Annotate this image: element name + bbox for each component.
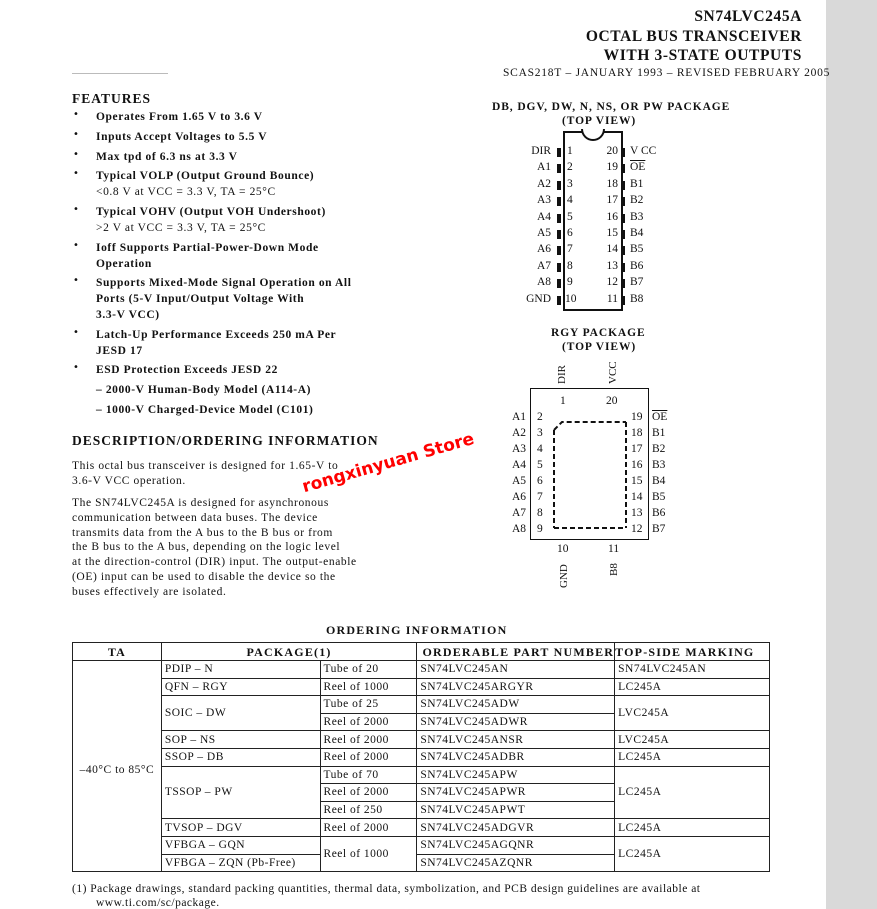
- package-cell: VFBGA – ZQN (Pb-Free): [161, 854, 320, 872]
- marking-cell: LC245A: [615, 748, 770, 766]
- quantity-cell: Reel of 1000: [320, 678, 417, 696]
- title-line-2: WITH 3-STATE OUTPUTS: [603, 47, 802, 64]
- rgy-pin-number: 18: [631, 427, 643, 439]
- feature-item: Latch-Up Performance Exceeds 250 mA Per: [96, 329, 337, 341]
- bullet-icon: •: [73, 327, 79, 338]
- rgy-pin-label-right: B7: [652, 523, 666, 535]
- column-header-package: PACKAGE(1): [161, 643, 417, 661]
- table-row: [73, 836, 770, 854]
- dip-pin-label-left: A4: [536, 210, 551, 223]
- rgy-pin-label-right: B4: [652, 475, 666, 487]
- rgy-pin-label-right: B2: [652, 443, 666, 455]
- description-line: (OE) input can be used to disable the device so the: [72, 570, 336, 583]
- part-number-cell: SN74LVC245AN: [417, 661, 615, 679]
- dip-pin-number: 13: [606, 259, 618, 272]
- part-number-cell: SN74LVC245APWT: [417, 801, 615, 819]
- document-reference: SCAS218T – JANUARY 1993 – REVISED FEBRUARY 2005: [503, 67, 831, 79]
- description-line: the B bus to the A bus, depending on the logic level: [72, 541, 341, 554]
- rgy-pin-number: 14: [631, 491, 643, 503]
- rgy-bottom-label-gnd: GND: [558, 564, 570, 588]
- table-row: [73, 731, 770, 749]
- package-cell: PDIP – N: [161, 661, 320, 679]
- dip-pin-number: 16: [606, 210, 618, 223]
- dip-pin-lead: [621, 164, 625, 173]
- marking-cell: LC245A: [615, 819, 770, 837]
- dip-pin-label-left: A5: [536, 227, 551, 239]
- dip-pin-number: 10: [565, 292, 577, 305]
- column-header-part-number: ORDERABLE PART NUMBER: [417, 643, 615, 661]
- rgy-top-label-vcc: VCC: [607, 361, 619, 384]
- dip-pin-label-left: A7: [536, 259, 551, 272]
- package-cell: TSSOP – PW: [161, 766, 320, 819]
- part-number-cell: SN74LVC245AGQNR: [417, 836, 615, 854]
- dip-pin-lead: [557, 263, 561, 272]
- feature-item: >2 V at VCC = 3.3 V, TA = 25°C: [96, 222, 266, 234]
- part-number-cell: SN74LVC245ADWR: [417, 713, 615, 731]
- rgy-pin-label-left: A4: [511, 459, 526, 471]
- feature-item: – 2000-V Human-Body Model (A114-A): [96, 384, 312, 396]
- scan-margin: [826, 0, 877, 909]
- dip-pin-label-left: A8: [536, 276, 551, 289]
- dip-pin-lead: [557, 181, 561, 190]
- rgy-pin-number: 4: [537, 443, 543, 455]
- rgy-pin-label-right: $\overline{OE}$: [652, 411, 668, 423]
- feature-item: Operation: [96, 258, 152, 270]
- rgy-pin-number: 16: [631, 459, 643, 471]
- part-number-cell: SN74LVC245ADW: [417, 696, 615, 714]
- feature-item: Supports Mixed-Mode Signal Operation on All: [96, 277, 352, 289]
- dip-pin-label-right: B3: [630, 210, 644, 223]
- title-line-1: OCTAL BUS TRANSCEIVER: [585, 28, 802, 45]
- dip-pin-number: 15: [606, 227, 618, 239]
- dip-pin-number: 7: [567, 243, 573, 256]
- table-row: [73, 696, 770, 714]
- rgy-pin-label-left: A7: [511, 507, 526, 519]
- rgy-pin-number: 17: [631, 443, 643, 455]
- store-watermark: rongxinyuan Store: [300, 428, 477, 498]
- package-cell: SOP – NS: [161, 731, 320, 749]
- quantity-cell: Reel of 1000: [320, 836, 417, 871]
- dip-pin-number: 6: [567, 227, 573, 239]
- dip-pin-number: 14: [606, 243, 618, 256]
- rgy-top-label-dir: DIR: [556, 365, 568, 384]
- feature-item: Inputs Accept Voltages to 5.5 V: [96, 131, 268, 143]
- dip-pin-label-left: A6: [536, 243, 551, 256]
- part-number-cell: SN74LVC245APWR: [417, 784, 615, 802]
- dip-pin-number: 17: [606, 194, 618, 207]
- dip-pin-lead: [621, 214, 625, 223]
- quantity-cell: Reel of 2000: [320, 713, 417, 731]
- rgy-pin-label-right: B5: [652, 491, 666, 503]
- marking-cell: LC245A: [615, 766, 770, 819]
- dip-pin-number: 20: [606, 145, 618, 157]
- marking-cell: LVC245A: [615, 696, 770, 731]
- description-paragraph-2: [72, 496, 357, 600]
- quantity-cell: Tube of 20: [320, 661, 417, 679]
- rgy-pin-label-left: A1: [511, 411, 526, 423]
- dip-pin-lead: [557, 164, 561, 173]
- bullet-icon: •: [73, 109, 79, 120]
- rgy-pin-label-left: A6: [511, 491, 526, 503]
- feature-item: 3.3-V VCC): [96, 309, 160, 321]
- rgy-pin-label-left: A8: [511, 523, 526, 535]
- description-line: This octal bus transceiver is designed for 1.65-V to: [72, 460, 339, 472]
- dip-pin-lead: [621, 279, 625, 288]
- feature-item: Typical VOHV (Output VOH Undershoot): [96, 206, 326, 218]
- dip-pin-number: 9: [567, 276, 573, 289]
- dip-pin-label-right: B7: [630, 276, 644, 289]
- table-row: [73, 661, 770, 679]
- marking-cell: LVC245A: [615, 731, 770, 749]
- dip-pin-label-left: A1: [536, 161, 551, 174]
- table-header-row: [73, 643, 770, 661]
- description-line: buses effectively are isolated.: [72, 585, 227, 598]
- dip-pin-lead: [557, 230, 561, 239]
- description-paragraph-1: [72, 459, 338, 489]
- part-number-cell: SN74LVC245ADBR: [417, 748, 615, 766]
- dip-pin-label-left: A2: [536, 177, 551, 190]
- dip-pin-lead: [557, 148, 561, 157]
- feature-item: JESD 17: [96, 345, 143, 357]
- dip-pin-number: 3: [567, 177, 573, 190]
- dip-package-title: DB, DGV, DW, N, NS, OR PW PACKAGE: [492, 101, 731, 113]
- feature-item: ESD Protection Exceeds JESD 22: [96, 364, 278, 376]
- rgy-pin-number: 9: [537, 523, 543, 535]
- footnote: (1) Package drawings, standard packing quantities, thermal data, symbolization, and PCB design guidelines are available at: [72, 883, 701, 895]
- quantity-cell: Tube of 70: [320, 766, 417, 784]
- dip-pin-lead: [557, 279, 561, 288]
- ordering-table: [72, 642, 770, 872]
- dip-pin-label-right: $\overline{OE}$: [630, 161, 646, 174]
- rgy-pin-number: 19: [631, 411, 643, 423]
- dip-pin-label-left: GND: [526, 292, 551, 305]
- dip-pin-number: 5: [567, 210, 573, 223]
- part-number-cell: SN74LVC245AZQNR: [417, 854, 615, 872]
- header-rule-fragment: [72, 73, 168, 74]
- rgy-pin-label-left: A2: [511, 427, 526, 439]
- quantity-cell: Reel of 2000: [320, 784, 417, 802]
- dip-pin-lead: [557, 296, 561, 305]
- description-line: transmits data from the A bus to the B bus or from: [72, 526, 333, 539]
- rgy-pin-label-right: B1: [652, 427, 666, 439]
- rgy-pin-label-right: B3: [652, 459, 666, 471]
- description-line: communication between data buses. The device: [72, 511, 318, 524]
- package-cell: VFBGA – GQN: [161, 836, 320, 854]
- table-row: [73, 766, 770, 784]
- rgy-pin-number: 5: [537, 459, 543, 471]
- dip-pin-number: 18: [606, 177, 618, 190]
- rgy-pin-label-left: A3: [511, 443, 526, 455]
- feature-item: Max tpd of 6.3 ns at 3.3 V: [96, 151, 238, 163]
- description-line: The SN74LVC245A is designed for asynchronous: [72, 497, 329, 509]
- dip-pin-label-right: B6: [630, 259, 644, 272]
- description-line: at the direction-control (DIR) input. The output-enable: [72, 556, 357, 569]
- feature-item: Typical VOLP (Output Ground Bounce): [96, 170, 315, 182]
- bullet-icon: •: [73, 240, 79, 251]
- part-number-cell: SN74LVC245ANSR: [417, 731, 615, 749]
- feature-item: Operates From 1.65 V to 3.6 V: [96, 111, 263, 123]
- features-heading: FEATURES: [72, 91, 152, 106]
- bullet-icon: •: [73, 168, 79, 179]
- quantity-cell: Reel of 2000: [320, 731, 417, 749]
- bullet-icon: •: [73, 275, 79, 286]
- dip-pin-number: 11: [606, 292, 618, 305]
- bullet-icon: •: [73, 149, 79, 160]
- quantity-cell: Reel of 2000: [320, 819, 417, 837]
- package-cell: SSOP – DB: [161, 748, 320, 766]
- rgy-pin-label-right: B6: [652, 507, 666, 519]
- dip-pin-lead: [621, 263, 625, 272]
- part-number-cell: SN74LVC245ARGYR: [417, 678, 615, 696]
- rgy-pin-number-1: 1: [560, 395, 566, 407]
- dip-pin-lead: [621, 148, 625, 157]
- rgy-package-title: RGY PACKAGE: [551, 327, 646, 339]
- dip-pin-lead: [621, 197, 625, 206]
- package-cell: TVSOP – DGV: [161, 819, 320, 837]
- rgy-pin-number: 6: [537, 475, 543, 487]
- table-row: [73, 678, 770, 696]
- dip-pin-lead: [621, 181, 625, 190]
- dip-pin-lead: [621, 296, 625, 305]
- quantity-cell: Tube of 25: [320, 696, 417, 714]
- description-line: 3.6-V VCC operation.: [72, 474, 186, 487]
- table-row: [73, 748, 770, 766]
- dip-pin-lead: [621, 246, 625, 255]
- dip-pin-lead: [621, 230, 625, 239]
- column-header-marking: TOP-SIDE MARKING: [615, 643, 770, 661]
- dip-pin-number: 1: [567, 145, 573, 157]
- dip-pin-lead: [557, 197, 561, 206]
- feature-item: – 1000-V Charged-Device Model (C101): [96, 404, 314, 416]
- dip-pin-lead: [557, 214, 561, 223]
- quantity-cell: Reel of 250: [320, 801, 417, 819]
- package-cell: QFN – RGY: [161, 678, 320, 696]
- rgy-top-view-label: (TOP VIEW): [562, 341, 637, 353]
- description-heading: DESCRIPTION/ORDERING INFORMATION: [72, 433, 379, 448]
- feature-item: <0.8 V at VCC = 3.3 V, TA = 25°C: [96, 186, 276, 198]
- dip-pin-label-right: V CC: [630, 145, 657, 157]
- dip-pin-label-right: B5: [630, 243, 644, 256]
- feature-item: Ioff Supports Partial-Power-Down Mode: [96, 242, 319, 254]
- footnote-link[interactable]: www.ti.com/sc/package.: [96, 897, 220, 909]
- rgy-pin-number: 15: [631, 475, 643, 487]
- dip-pin-lead: [557, 246, 561, 255]
- rgy-pin-number-10: 10: [557, 543, 569, 555]
- marking-cell: SN74LVC245AN: [615, 661, 770, 679]
- part-number-title: SN74LVC245A: [694, 8, 802, 25]
- feature-item: Ports (5-V Input/Output Voltage With: [96, 293, 305, 305]
- dip-top-view-label: (TOP VIEW): [562, 115, 637, 127]
- rgy-pin-number: 3: [537, 427, 543, 439]
- rgy-bottom-label-b8: B8: [608, 563, 620, 576]
- table-row: [73, 819, 770, 837]
- rgy-pin-number: 2: [537, 411, 543, 423]
- column-header-ta: TA: [73, 643, 162, 661]
- rgy-pin-number: 12: [631, 523, 643, 535]
- part-number-cell: SN74LVC245APW: [417, 766, 615, 784]
- rgy-pin-number: 8: [537, 507, 543, 519]
- dip-pin-label-left: A3: [536, 194, 551, 207]
- package-cell: SOIC – DW: [161, 696, 320, 731]
- part-number-cell: SN74LVC245ADGVR: [417, 819, 615, 837]
- dip-pin-number: 2: [567, 161, 573, 174]
- rgy-pin-number: 13: [631, 507, 643, 519]
- quantity-cell: Reel of 2000: [320, 748, 417, 766]
- dip-pin-label-left: DIR: [531, 145, 551, 157]
- marking-cell: LC245A: [615, 836, 770, 871]
- dip-pin-label-right: B8: [630, 292, 644, 305]
- ta-range: –40°C to 85°C: [73, 661, 162, 872]
- bullet-icon: •: [73, 362, 79, 373]
- dip-pin-label-right: B4: [630, 227, 644, 239]
- dip-pin-number: 12: [606, 276, 618, 289]
- dip-pin-label-right: B2: [630, 194, 644, 207]
- rgy-pin-number-20: 20: [606, 395, 618, 407]
- rgy-pin-number-11: 11: [608, 543, 620, 555]
- dip-pin-number: 8: [567, 259, 573, 272]
- rgy-pin-label-left: A5: [511, 475, 526, 487]
- rgy-pin-number: 7: [537, 491, 543, 503]
- ordering-heading: ORDERING INFORMATION: [326, 623, 508, 637]
- bullet-icon: •: [73, 204, 79, 215]
- dip-pin-number: 4: [567, 194, 573, 207]
- marking-cell: LC245A: [615, 678, 770, 696]
- bullet-icon: •: [73, 129, 79, 140]
- dip-pin-label-right: B1: [630, 177, 644, 190]
- dip-pin-number: 19: [606, 161, 618, 174]
